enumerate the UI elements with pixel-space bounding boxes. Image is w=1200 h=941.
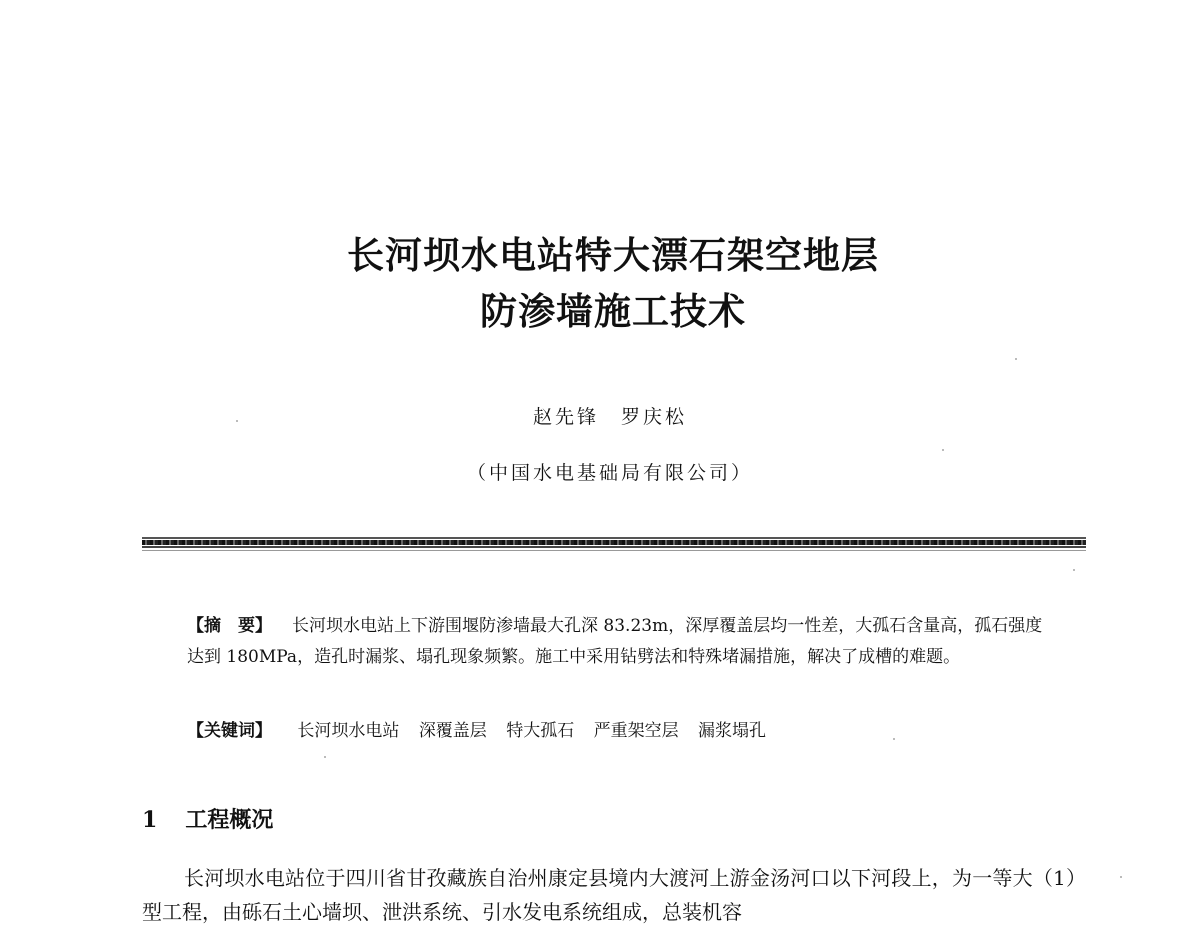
title-line-2: 防渗墙施工技术 (480, 290, 746, 333)
section-title: 工程概况 (185, 807, 274, 833)
scan-speck (1073, 569, 1075, 571)
abstract (187, 611, 1057, 673)
keyword: 长河坝水电站 (297, 721, 400, 741)
abstract-label: 【摘 要】 (187, 616, 272, 636)
abstract-text: 长河坝水电站上下游围堰防渗墙最大孔深 83.23m，深厚覆盖层均一性差，大孤石含量高，孤石强度达到 180MPa，造孔时漏浆、塌孔现象频繁。施工中采用钻劈法和特殊堵漏措施，解决了成槽的难题。 (187, 616, 1043, 667)
scan-speck (1120, 876, 1122, 878)
scan-speck (236, 420, 238, 422)
keyword: 严重架空层 (593, 721, 679, 741)
affiliation: （中国水电基础局有限公司） (466, 462, 753, 484)
section-heading (142, 803, 273, 834)
keyword: 深覆盖层 (418, 721, 487, 741)
paper-title (0, 228, 1200, 340)
section-number: 1 (142, 807, 158, 833)
body-paragraph: 长河坝水电站位于四川省甘孜藏族自治州康定县境内大渡河上游金汤河口以下河段上，为一等大（1）型工程，由砾石土心墙坝、泄洪系统、引水发电系统组成，总装机容 (142, 866, 1086, 924)
keywords-label: 【关键词】 (187, 721, 272, 741)
keyword: 特大孤石 (506, 721, 575, 741)
keyword: 漏浆塌孔 (698, 721, 767, 741)
title-line-1: 长河坝水电站特大漂石架空地层 (347, 234, 879, 277)
scan-speck (1015, 358, 1017, 360)
authors: 赵先锋 罗庆松 (532, 406, 687, 428)
keywords (187, 716, 1057, 747)
scan-speck (324, 756, 326, 758)
scan-speck (893, 738, 895, 740)
header-rule (142, 537, 1086, 555)
scan-speck (942, 449, 944, 451)
